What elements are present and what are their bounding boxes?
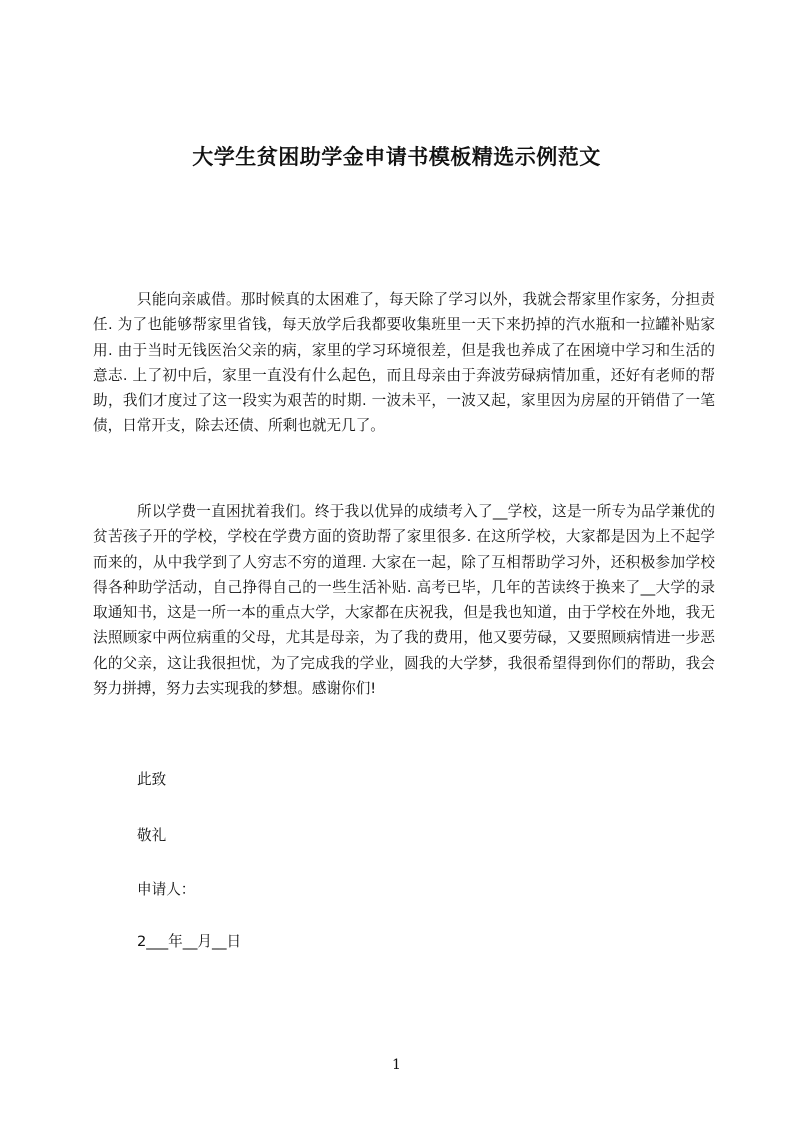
closing-regards: 敬礼 [137,827,167,844]
date-line: 2___年__月__日 [137,933,242,950]
page-number: 1 [392,1057,401,1073]
document-title: 大学生贫困助学金申请书模板精选示例范文 [192,145,601,169]
applicant-label: 申请人： [137,881,196,898]
body-paragraph-2: 所以学费一直困扰着我们。终于我以优异的成绩考入了__学校，这是一所专为品学兼优的贫苦孩子开的学校，学校在学费方面的资助帮了家里很多. 在这所学校，大家都是因为上不起学而来的，从中我学到了人穷志不穷的道理. 大家在一起，除了互相帮助学习外，还积极参加学校得各种助学活动，自己挣得自己的一些生活补贴. 高考已毕，几年的苦读终于换来了__大学的录取通知书，这是一所一本的重点大学，大家都在庆祝我，但是我也知道，由于学校在外地，我无法照顾家中两位病重的父母，尤其是母亲，为了我的费用，他又要劳碌，又要照顾病情进一步恶化的父亲，这让我很担忧，为了完成我的学业，圆我的大学梦，我很希望得到你们的帮助，我会努力拼搏，努力去实现我的梦想。感谢你们! [93,503,715,698]
closing-salutation: 此致 [137,771,167,788]
body-paragraph-1: 只能向亲戚借。那时候真的太困难了，每天除了学习以外，我就会帮家里作家务，分担责任. 为了也能够帮家里省钱，每天放学后我都要收集班里一天下来扔掉的汽水瓶和一拉罐补贴家用. 由于当时无钱医治父亲的病，家里的学习环境很差，但是我也养成了在困境中学习和生活的意志. 上了初中后，家里一直没有什么起色，而且母亲由于奔波劳碌病情加重，还好有老师的帮助，我们才度过了这一段实为艰苦的时期. 一波未平，一波又起，家里因为房屋的开销借了一笔债，日常开支，除去还债、所剩也就无几了。 [93,291,715,435]
